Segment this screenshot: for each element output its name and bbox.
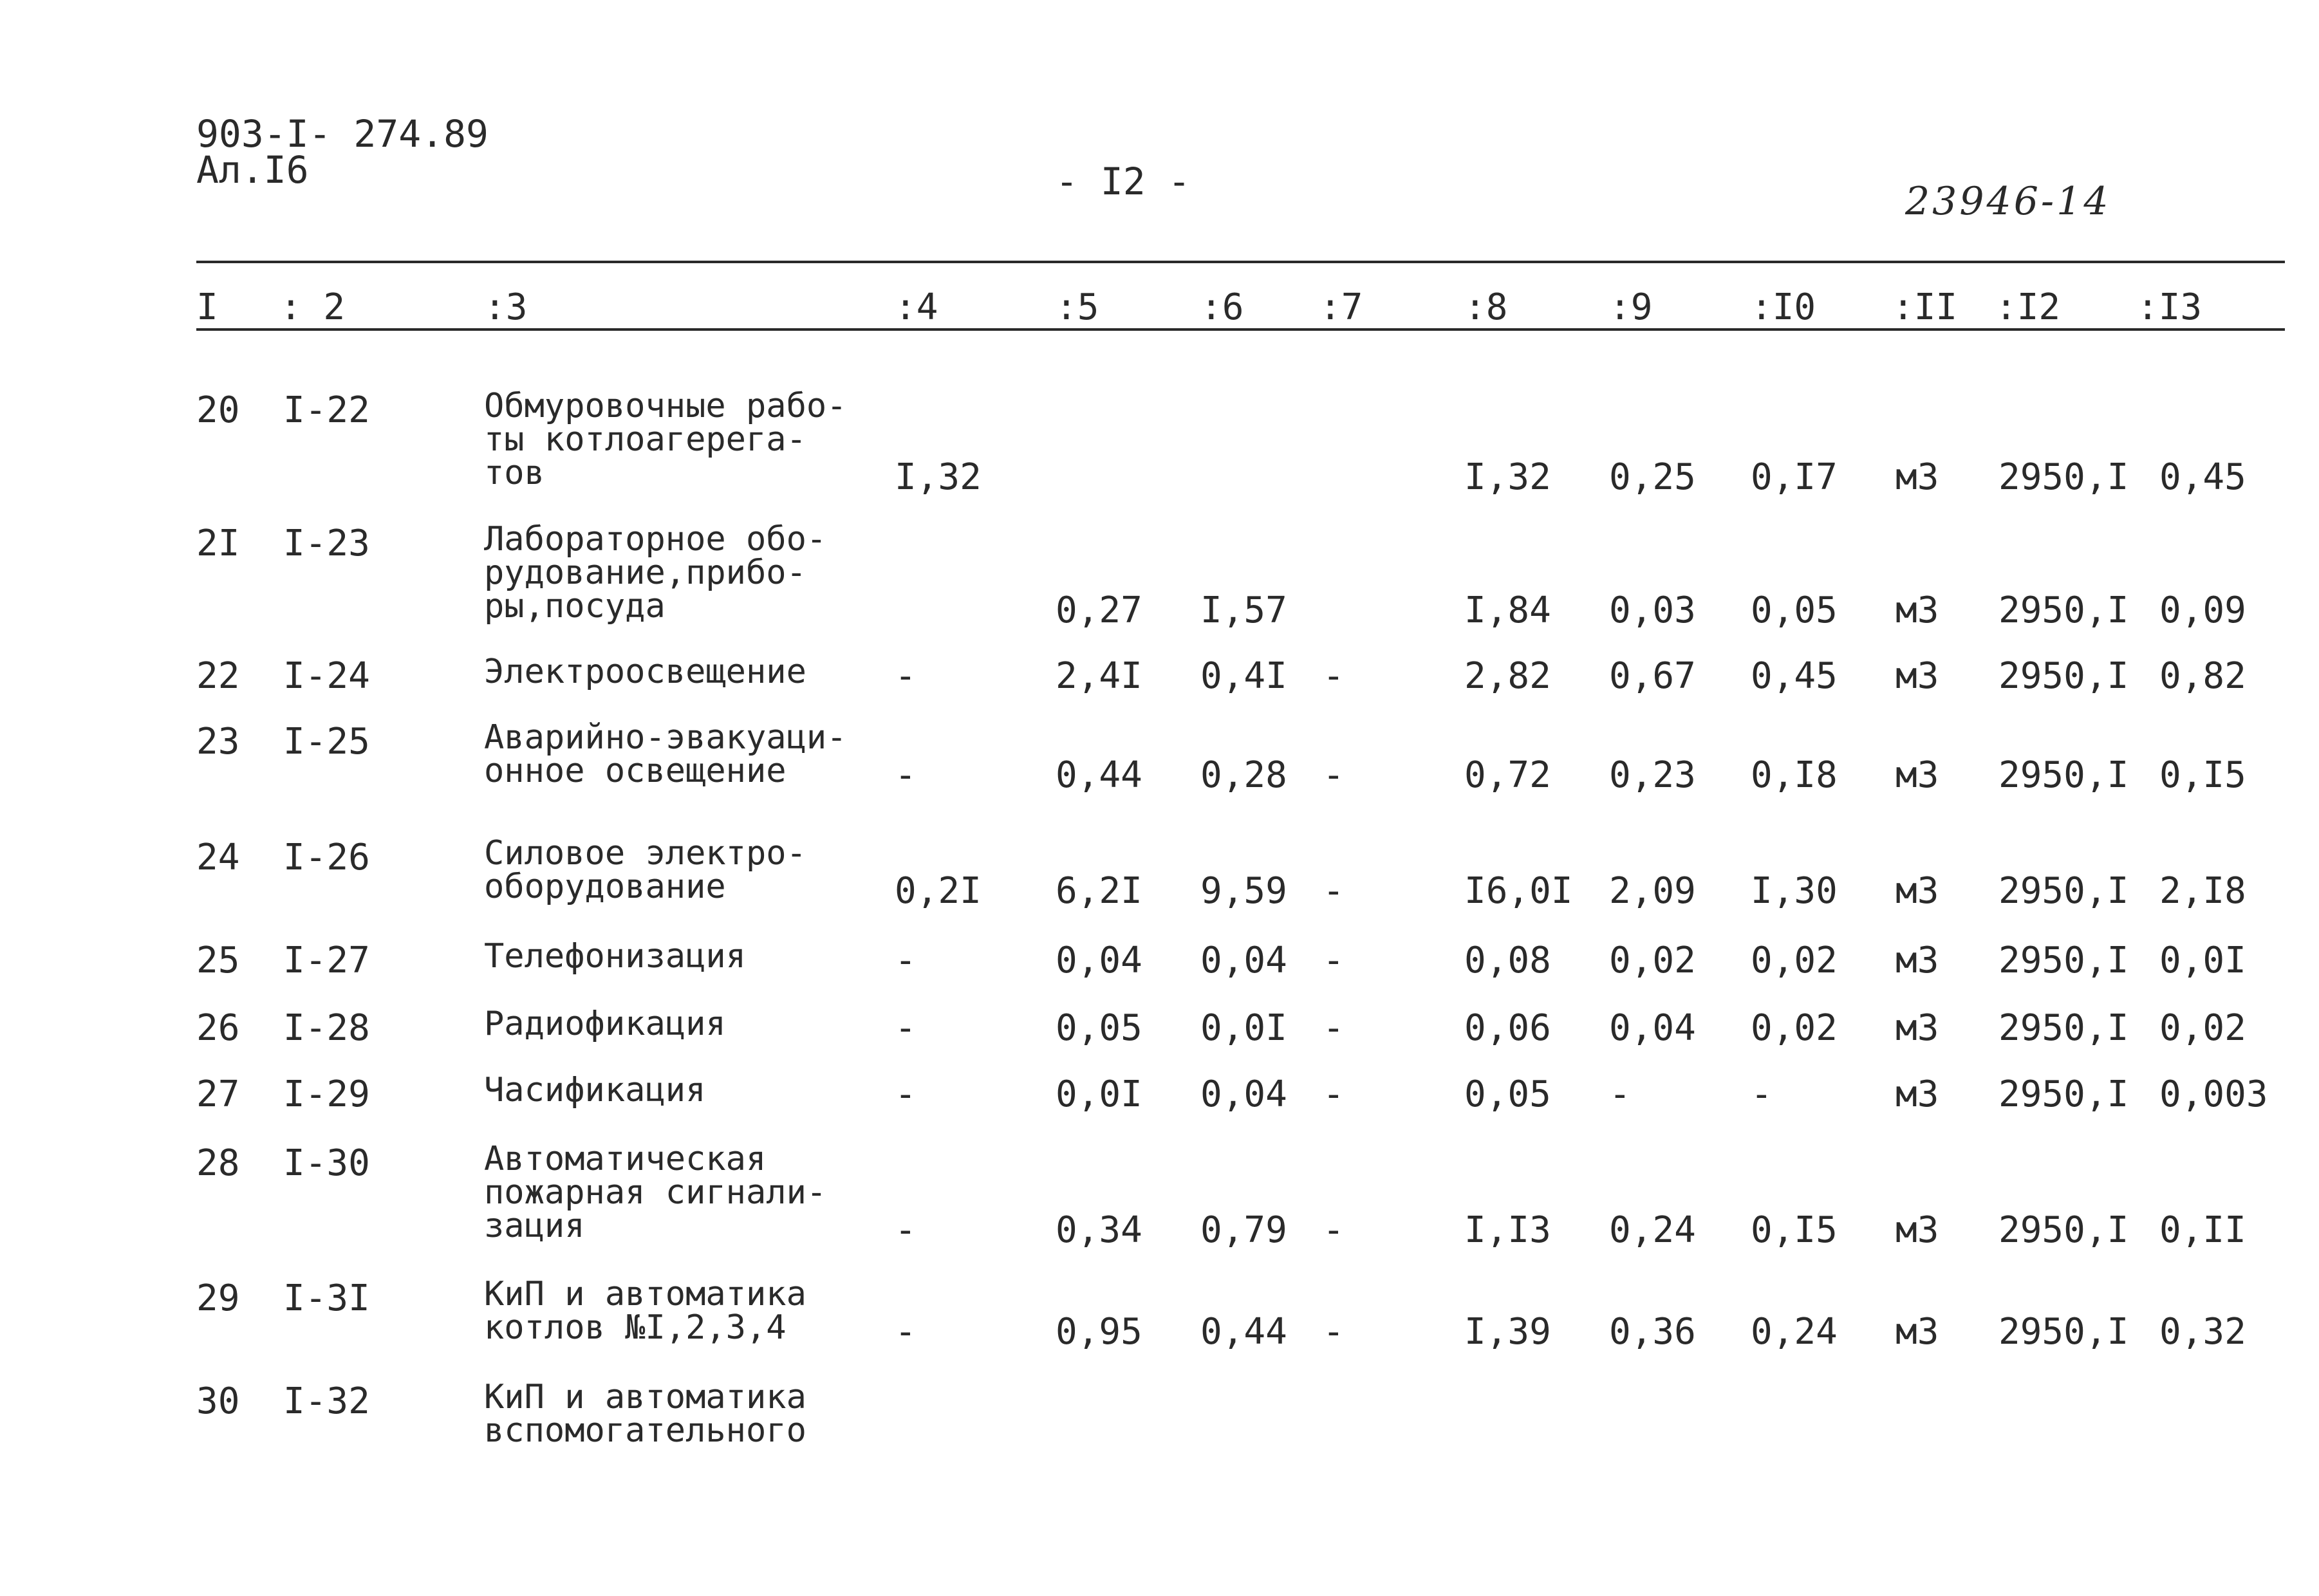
item-name-line: онное освещение — [484, 752, 787, 790]
cell-col-13: 2,I8 — [2159, 870, 2246, 912]
cell-col-10: I,30 — [1751, 870, 1838, 912]
column-header-12: :I2 — [1995, 286, 2061, 328]
document-code-line1: 903-I- 274.89 — [196, 112, 489, 156]
cell-item-name — [484, 834, 806, 906]
cell-item-name — [484, 1073, 705, 1107]
item-name-line: КиП и автоматика — [484, 1378, 806, 1416]
cell-item-name — [484, 655, 806, 689]
page-number: - I2 - — [1056, 160, 1191, 203]
cell-row-number: 24 — [196, 837, 240, 878]
item-name-line: Автоматическая — [484, 1140, 767, 1178]
cell-item-name — [484, 937, 746, 976]
item-name-line: Телефонизация — [484, 937, 746, 976]
cell-col-5: 6,2I — [1056, 870, 1142, 912]
cell-row-number: 30 — [196, 1380, 240, 1422]
cell-col-7: - — [1323, 1073, 1345, 1115]
cell-col-11: м3 — [1895, 1209, 1939, 1251]
cell-col-7: - — [1323, 754, 1345, 796]
item-name-line: КиП и автоматика — [484, 1275, 806, 1313]
cell-col-5: 0,95 — [1056, 1311, 1142, 1353]
cell-col-9: 0,25 — [1609, 456, 1696, 498]
cell-col-6: 0,0I — [1200, 1007, 1287, 1049]
cell-col-5: 0,04 — [1056, 940, 1142, 981]
cell-col-4: - — [895, 940, 917, 981]
cell-col-10: 0,45 — [1751, 655, 1838, 697]
handwritten-number: 23946-14 — [1905, 179, 2111, 224]
item-name-line: Электроосвещение — [484, 653, 806, 691]
cell-col-11: м3 — [1895, 456, 1939, 498]
cell-col-5: 0,44 — [1056, 754, 1142, 796]
cell-col-4: - — [895, 1007, 917, 1049]
cell-col-10: 0,24 — [1751, 1311, 1838, 1353]
cell-col-4: - — [895, 655, 917, 697]
cell-item-name — [484, 1007, 726, 1041]
cell-col-10: 0,02 — [1751, 940, 1838, 981]
item-name-line: оборудование — [484, 868, 726, 906]
cell-col-12: 2950,I — [1998, 1311, 2129, 1353]
column-header-2: : 2 — [280, 286, 346, 328]
cell-col-13: 0,0I — [2159, 940, 2246, 981]
header-bottom-rule — [196, 328, 2285, 331]
cell-col-5: 0,05 — [1056, 1007, 1142, 1049]
cell-col-6: I,57 — [1200, 589, 1287, 631]
cell-col-12: 2950,I — [1998, 1209, 2129, 1251]
cell-col-11: м3 — [1895, 870, 1939, 912]
item-name-line: Лабораторное обо- — [484, 520, 827, 559]
cell-col-7: - — [1323, 870, 1345, 912]
cell-item-code: I-22 — [283, 389, 370, 431]
cell-col-9: 0,23 — [1609, 754, 1696, 796]
cell-row-number: 27 — [196, 1073, 240, 1115]
column-header-9: :9 — [1609, 286, 1653, 328]
cell-col-13: 0,82 — [2159, 655, 2246, 697]
cell-item-name — [484, 1275, 806, 1347]
cell-col-7: - — [1323, 1007, 1345, 1049]
cell-col-8: I,84 — [1464, 589, 1551, 631]
cell-item-name — [484, 389, 847, 490]
column-header-7: :7 — [1319, 286, 1363, 328]
cell-col-9: 0,36 — [1609, 1311, 1696, 1353]
cell-col-11: м3 — [1895, 1007, 1939, 1049]
cell-col-10: 0,05 — [1751, 589, 1838, 631]
cell-col-9: - — [1609, 1073, 1631, 1115]
cell-item-code: I-3I — [283, 1277, 370, 1319]
cell-col-7: - — [1323, 940, 1345, 981]
item-name-line: ры,посуда — [484, 587, 666, 626]
cell-col-5: 0,27 — [1056, 589, 1142, 631]
cell-row-number: 26 — [196, 1007, 240, 1049]
cell-item-code: I-30 — [283, 1142, 370, 1184]
column-header-6: :6 — [1200, 286, 1244, 328]
cell-item-code: I-32 — [283, 1380, 370, 1422]
cell-col-6: 0,79 — [1200, 1209, 1287, 1251]
cell-col-8: I,32 — [1464, 456, 1551, 498]
column-header-4: :4 — [895, 286, 938, 328]
cell-col-6: 0,28 — [1200, 754, 1287, 796]
cell-col-13: 0,I5 — [2159, 754, 2246, 796]
cell-item-code: I-27 — [283, 940, 370, 981]
cell-col-10: - — [1751, 1073, 1773, 1115]
cell-col-8: 0,72 — [1464, 754, 1551, 796]
column-header-3: :3 — [484, 286, 528, 328]
cell-col-4: I,32 — [895, 456, 982, 498]
item-name-line: ты котлоагерега- — [484, 420, 806, 459]
cell-row-number: 28 — [196, 1142, 240, 1184]
cell-col-4: - — [895, 1311, 917, 1353]
header-top-rule — [196, 261, 2285, 263]
item-name-line: Обмуровочные рабо- — [484, 387, 847, 425]
cell-col-9: 0,02 — [1609, 940, 1696, 981]
cell-row-number: 25 — [196, 940, 240, 981]
item-name-line: зация — [484, 1207, 585, 1245]
item-name-line: пожарная сигнали- — [484, 1173, 827, 1212]
cell-col-8: 0,06 — [1464, 1007, 1551, 1049]
document-code — [196, 112, 489, 192]
cell-col-5: 0,0I — [1056, 1073, 1142, 1115]
cell-item-code: I-24 — [283, 655, 370, 697]
cell-col-6: 0,04 — [1200, 1073, 1287, 1115]
cell-col-6: 9,59 — [1200, 870, 1287, 912]
column-header-11: :II — [1892, 286, 1958, 328]
document-code-line2: Ал.I6 — [196, 148, 309, 192]
item-name-line: Радиофикация — [484, 1005, 726, 1043]
cell-col-9: 0,04 — [1609, 1007, 1696, 1049]
item-name-line: тов — [484, 454, 545, 492]
cell-item-code: I-29 — [283, 1073, 370, 1115]
cell-col-9: 0,03 — [1609, 589, 1696, 631]
cell-col-6: 0,44 — [1200, 1311, 1287, 1353]
cell-col-12: 2950,I — [1998, 655, 2129, 697]
cell-col-9: 0,67 — [1609, 655, 1696, 697]
column-header-8: :8 — [1464, 286, 1508, 328]
cell-col-7: - — [1323, 655, 1345, 697]
cell-col-11: м3 — [1895, 1311, 1939, 1353]
column-header-13: :I3 — [2137, 286, 2203, 328]
cell-col-8: I6,0I — [1464, 870, 1573, 912]
cell-col-13: 0,II — [2159, 1209, 2246, 1251]
cell-col-4: - — [895, 1073, 917, 1115]
cell-col-8: I,I3 — [1464, 1209, 1551, 1251]
cell-row-number: 22 — [196, 655, 240, 697]
cell-col-11: м3 — [1895, 1073, 1939, 1115]
cell-item-name — [484, 520, 827, 626]
cell-col-13: 0,02 — [2159, 1007, 2246, 1049]
cell-col-13: 0,09 — [2159, 589, 2246, 631]
cell-item-code: I-26 — [283, 837, 370, 878]
cell-item-code: I-28 — [283, 1007, 370, 1049]
cell-col-5: 2,4I — [1056, 655, 1142, 697]
cell-row-number: 20 — [196, 389, 240, 431]
item-name-line: котлов №I,2,3,4 — [484, 1308, 787, 1347]
column-header-1: I — [196, 286, 218, 328]
cell-col-10: 0,I7 — [1751, 456, 1838, 498]
item-name-line: Силовое электро- — [484, 834, 806, 873]
cell-col-4: - — [895, 1209, 917, 1251]
cell-col-10: 0,02 — [1751, 1007, 1838, 1049]
cell-row-number: 2I — [196, 523, 240, 564]
cell-col-8: 0,08 — [1464, 940, 1551, 981]
cell-col-4: - — [895, 754, 917, 796]
cell-col-7: - — [1323, 1311, 1345, 1353]
cell-col-12: 2950,I — [1998, 1073, 2129, 1115]
cell-col-12: 2950,I — [1998, 870, 2129, 912]
cell-col-6: 0,4I — [1200, 655, 1287, 697]
cell-col-13: 0,45 — [2159, 456, 2246, 498]
cell-item-code: I-25 — [283, 721, 370, 763]
cell-col-6: 0,04 — [1200, 940, 1287, 981]
column-header-10: :I0 — [1751, 286, 1816, 328]
cell-col-12: 2950,I — [1998, 456, 2129, 498]
cell-col-12: 2950,I — [1998, 589, 2129, 631]
cell-row-number: 23 — [196, 721, 240, 763]
cell-item-name — [484, 1378, 806, 1450]
cell-col-11: м3 — [1895, 655, 1939, 697]
cell-col-10: 0,I5 — [1751, 1209, 1838, 1251]
item-name-line: Часификация — [484, 1071, 706, 1109]
cell-item-name — [484, 718, 847, 790]
cell-col-11: м3 — [1895, 589, 1939, 631]
cell-col-9: 0,24 — [1609, 1209, 1696, 1251]
cell-col-8: 2,82 — [1464, 655, 1551, 697]
cell-col-12: 2950,I — [1998, 754, 2129, 796]
cell-col-7: - — [1323, 1209, 1345, 1251]
cell-col-11: м3 — [1895, 940, 1939, 981]
cell-col-8: I,39 — [1464, 1311, 1551, 1353]
column-header-5: :5 — [1056, 286, 1099, 328]
cell-col-12: 2950,I — [1998, 1007, 2129, 1049]
cell-col-10: 0,I8 — [1751, 754, 1838, 796]
cell-col-11: м3 — [1895, 754, 1939, 796]
item-name-line: рудование,прибо- — [484, 553, 806, 592]
cell-col-12: 2950,I — [1998, 940, 2129, 981]
item-name-line: Аварийно-эвакуаци- — [484, 718, 847, 757]
cell-row-number: 29 — [196, 1277, 240, 1319]
cell-col-13: 0,003 — [2159, 1073, 2268, 1115]
cell-col-5: 0,34 — [1056, 1209, 1142, 1251]
item-name-line: вспомогательного — [484, 1411, 806, 1450]
cell-col-8: 0,05 — [1464, 1073, 1551, 1115]
cell-col-13: 0,32 — [2159, 1311, 2246, 1353]
cell-item-name — [484, 1142, 826, 1243]
cell-col-4: 0,2I — [895, 870, 982, 912]
cell-item-code: I-23 — [283, 523, 370, 564]
cell-col-9: 2,09 — [1609, 870, 1696, 912]
